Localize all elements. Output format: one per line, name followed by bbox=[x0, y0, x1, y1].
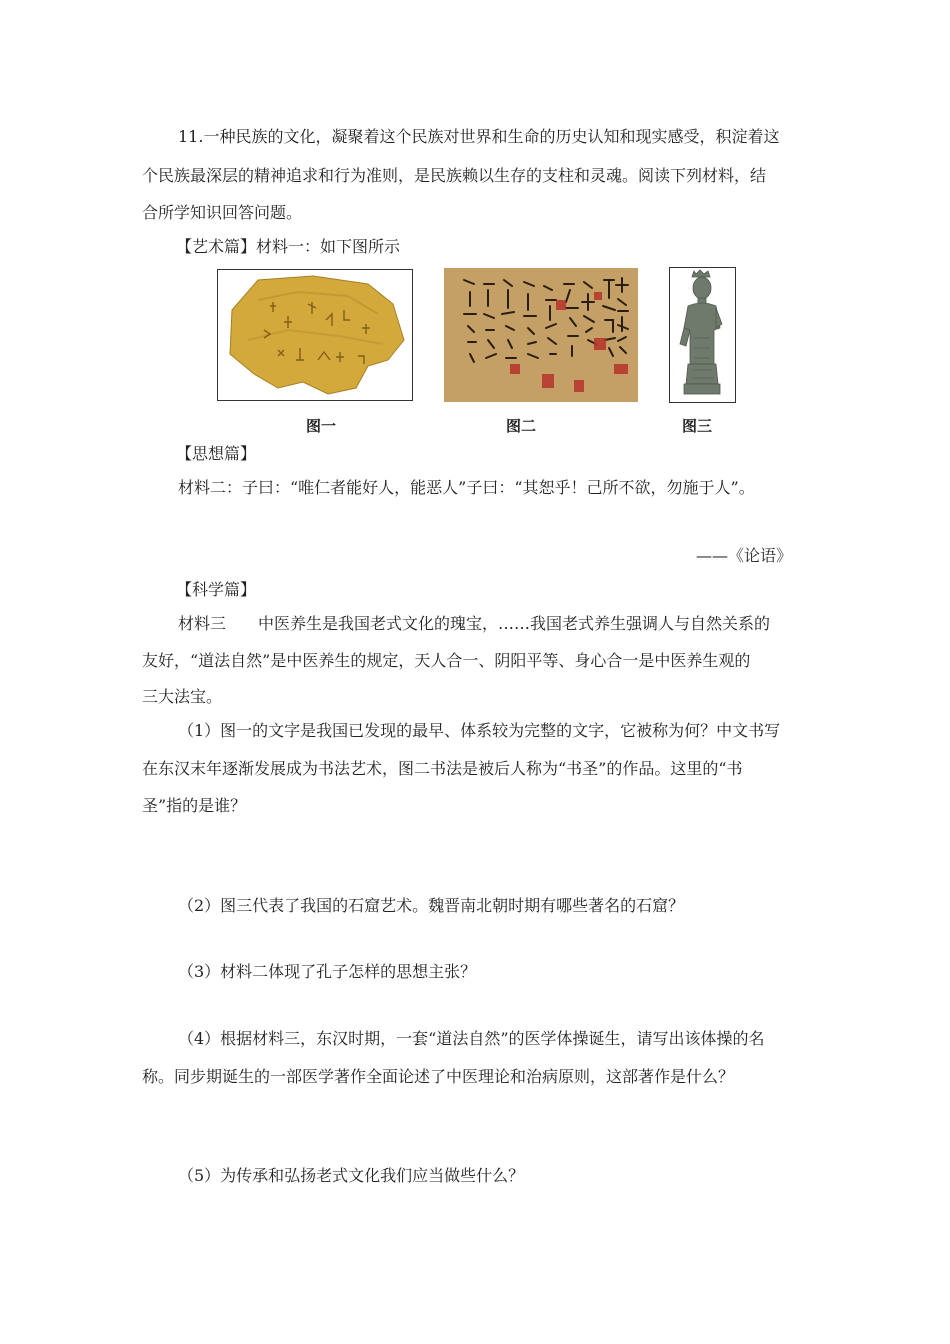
question-4-line-2: 称。同步期诞生的一部医学著作全面论述了中医理论和治病原则，这部著作是什么？ bbox=[142, 1067, 735, 1086]
question-2: （2）图三代表了我国的石窟艺术。魏晋南北朝时期有哪些著名的石窟？ bbox=[178, 896, 685, 915]
material-three-line-3: 三大法宝。 bbox=[142, 687, 223, 706]
statue-image bbox=[670, 268, 735, 402]
question-intro-line-1: 11.一种民族的文化，凝聚着这个民族对世界和生命的历史认知和现实感受，积淀着这 bbox=[178, 127, 780, 146]
question-4-line-1: （4）根据材料三，东汉时期，一套“道法自然”的医学体操诞生，请写出该体操的名 bbox=[178, 1029, 765, 1048]
figure-grotto-statue bbox=[669, 267, 736, 403]
figure-oracle-bone bbox=[217, 269, 413, 401]
question-intro-line-3: 合所学知识回答问题。 bbox=[142, 203, 303, 222]
figure-caption-1: 图一 bbox=[305, 417, 336, 435]
art-section-heading: 【艺术篇】材料一：如下图所示 bbox=[176, 237, 401, 256]
material-three-line-1: 材料三 中医养生是我国老式文化的瑰宝，……我国老式养生强调人与自然关系的 bbox=[178, 614, 771, 633]
calligraphy-image bbox=[444, 268, 638, 402]
question-intro-line-2: 个民族最深层的精神追求和行为准则，是民族赖以生存的支柱和灵魂。阅读下列材料，结 bbox=[142, 166, 767, 185]
material-two-text: 材料二：子曰：“唯仁者能好人，能恶人”子曰：“其恕乎！己所不欲，勿施于人”。 bbox=[178, 478, 755, 497]
material-two-source: ——《论语》 bbox=[696, 546, 793, 565]
question-1-line-3: 圣”指的是谁？ bbox=[142, 796, 247, 815]
question-3: （3）材料二体现了孔子怎样的思想主张？ bbox=[178, 962, 477, 981]
thought-section-heading: 【思想篇】 bbox=[176, 444, 257, 463]
figure-calligraphy bbox=[444, 268, 638, 402]
question-1-line-1: （1）图一的文字是我国已发现的最早、体系较为完整的文字，它被称为何？中文书写 bbox=[178, 721, 781, 740]
question-5: （5）为传承和弘扬老式文化我们应当做些什么？ bbox=[178, 1166, 525, 1185]
figure-caption-3: 图三 bbox=[681, 417, 712, 435]
figure-caption-2: 图二 bbox=[505, 417, 536, 435]
science-section-heading: 【科学篇】 bbox=[176, 580, 257, 599]
material-three-line-2: 友好，“道法自然”是中医养生的规定，天人合一、阴阳平等、身心合一是中医养生观的 bbox=[142, 651, 751, 670]
question-1-line-2: 在东汉末年逐渐发展成为书法艺术，图二书法是被后人称为“书圣”的作品。这里的“书 bbox=[142, 759, 743, 778]
oracle-bone-image bbox=[218, 270, 412, 400]
